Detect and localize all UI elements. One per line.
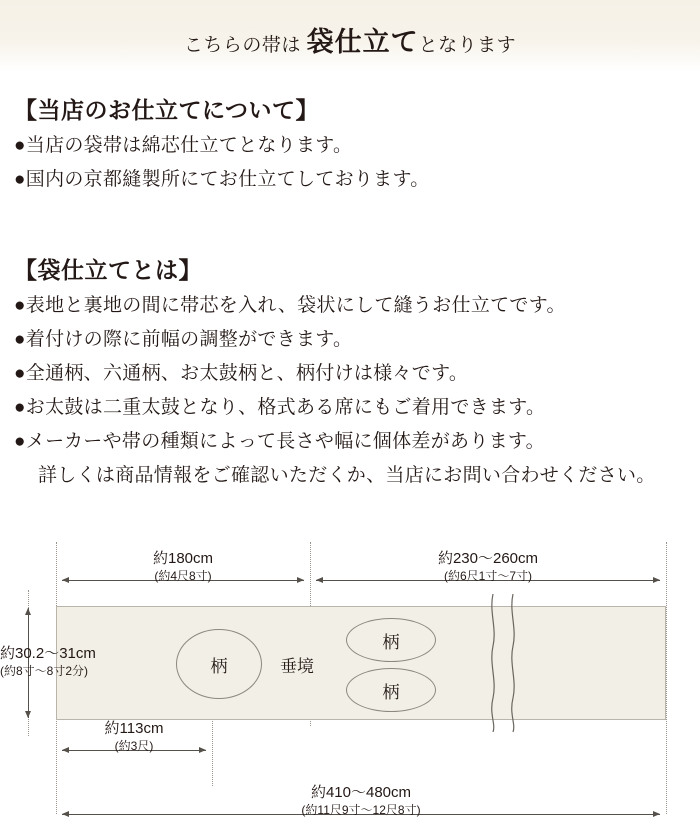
section-heading: 【袋仕立てとは】 [14, 257, 202, 283]
title-suffix: となります [418, 35, 517, 56]
break-line-right-svg [508, 594, 518, 732]
boundary-label: 垂境 [280, 657, 314, 676]
dimension-subvalue: (約3尺) [114, 739, 154, 753]
dimension-subvalue: (約6尺1寸〜7寸) [443, 569, 532, 583]
title-emphasis: 袋仕立て [306, 27, 419, 57]
pattern-ellipse-top [346, 618, 436, 662]
dimension-subvalue: (約8寸〜8寸2分) [0, 664, 89, 678]
bullet-item: ●お太鼓は二重太鼓となり、格式ある席にもご着用できます。 [14, 397, 546, 418]
dimension-value: 約230〜260cm [437, 550, 539, 567]
dimension-subvalue: (約11尺9寸〜12尺8寸) [301, 803, 421, 817]
dimension-value: 約180cm [152, 550, 214, 567]
pattern-label: 柄 [210, 656, 228, 676]
dimension-label-total [62, 783, 660, 818]
dimension-value: 約410〜480cm [310, 784, 412, 801]
dimension-label-height [0, 644, 116, 679]
obi-measurement-diagram [0, 528, 700, 840]
bullet-item: ●当店の袋帯は綿芯仕立てとなります。 [14, 135, 353, 156]
dimension-label-left-top [62, 549, 304, 584]
section-what-is-fukuro [14, 252, 686, 493]
dimension-value: 約113cm [104, 720, 164, 737]
bullet-item: ●国内の京都縫製所にてお仕立てしております。 [14, 169, 430, 190]
guide-line-113 [212, 718, 213, 786]
dimension-value: 約30.2〜31cm [0, 645, 96, 662]
dimension-subvalue: (約4尺8寸) [154, 569, 212, 583]
header-band [0, 0, 700, 72]
title-prefix: こちらの帯は [183, 35, 307, 56]
bullet-item: ●表地と裏地の間に帯芯を入れ、袋状にして縫うお仕立てです。 [14, 295, 566, 316]
dimension-label-lower-left [62, 719, 206, 754]
section-about-tailoring [14, 92, 686, 197]
bullet-item: ●全通柄、六通柄、お太鼓柄と、柄付けは様々です。 [14, 363, 469, 384]
guide-line-right-outer [666, 542, 667, 814]
pattern-ellipse-main [176, 629, 262, 699]
pattern-label: 柄 [382, 632, 400, 652]
break-line-right [508, 594, 510, 732]
page-title [0, 20, 700, 59]
section-heading: 【当店のお仕立てについて】 [14, 97, 320, 123]
break-line-left-svg [488, 594, 498, 732]
bullet-continuation: 詳しくは商品情報をご確認いただくか、当店にお問い合わせください。 [38, 465, 656, 486]
bullet-item: ●着付けの際に前幅の調整ができます。 [14, 329, 353, 350]
pattern-ellipse-bottom [346, 668, 436, 712]
dimension-label-right-top [316, 549, 660, 584]
pattern-label: 柄 [382, 682, 400, 702]
bullet-item: ●メーカーや帯の種類によって長さや幅に個体差があります。 [14, 431, 545, 452]
break-line-left [488, 594, 490, 732]
